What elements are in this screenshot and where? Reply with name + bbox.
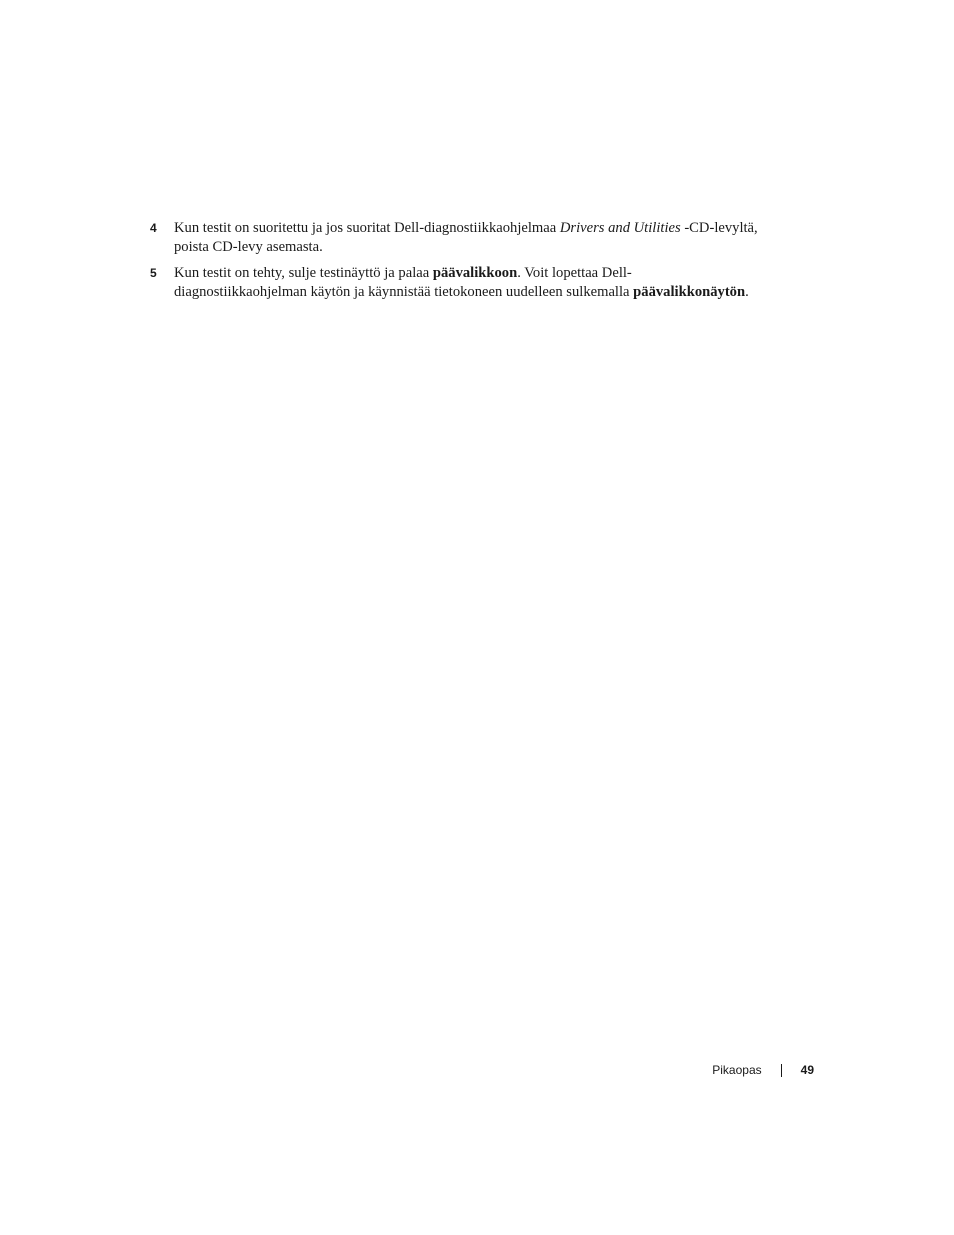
menu-name: päävalikkoon: [432, 265, 518, 281]
page-number: 49: [800, 1063, 814, 1077]
product-name: Drivers and Utilities: [559, 220, 681, 236]
screen-name: päävalikkonäytön: [633, 284, 746, 300]
step-number: 4: [150, 221, 157, 235]
step-text-part: Kun testit on suoritettu ja jos suoritat Dell-diagnostiikkaohjelmaa: [174, 220, 560, 236]
footer-divider: [781, 1064, 782, 1077]
list-item: [150, 264, 760, 302]
footer-section-title: Pikaopas: [712, 1063, 762, 1077]
step-text-part: . Voit lopettaa Dell-diagnostiikkaohjelman käytön ja käynnistää tietokoneen uudelleen sulkemalla: [174, 265, 634, 300]
page-footer: [712, 1062, 814, 1078]
step-text-part: .: [745, 284, 749, 300]
step-text: [174, 265, 749, 300]
instruction-list: [150, 219, 760, 302]
step-text-part: -CD-levyltä, poista CD-levy asemasta.: [174, 220, 758, 255]
step-number: 5: [150, 266, 157, 280]
step-text-part: Kun testit on tehty, sulje testinäyttö ja palaa: [174, 265, 433, 281]
list-item: [150, 219, 760, 257]
step-text: [174, 220, 758, 255]
